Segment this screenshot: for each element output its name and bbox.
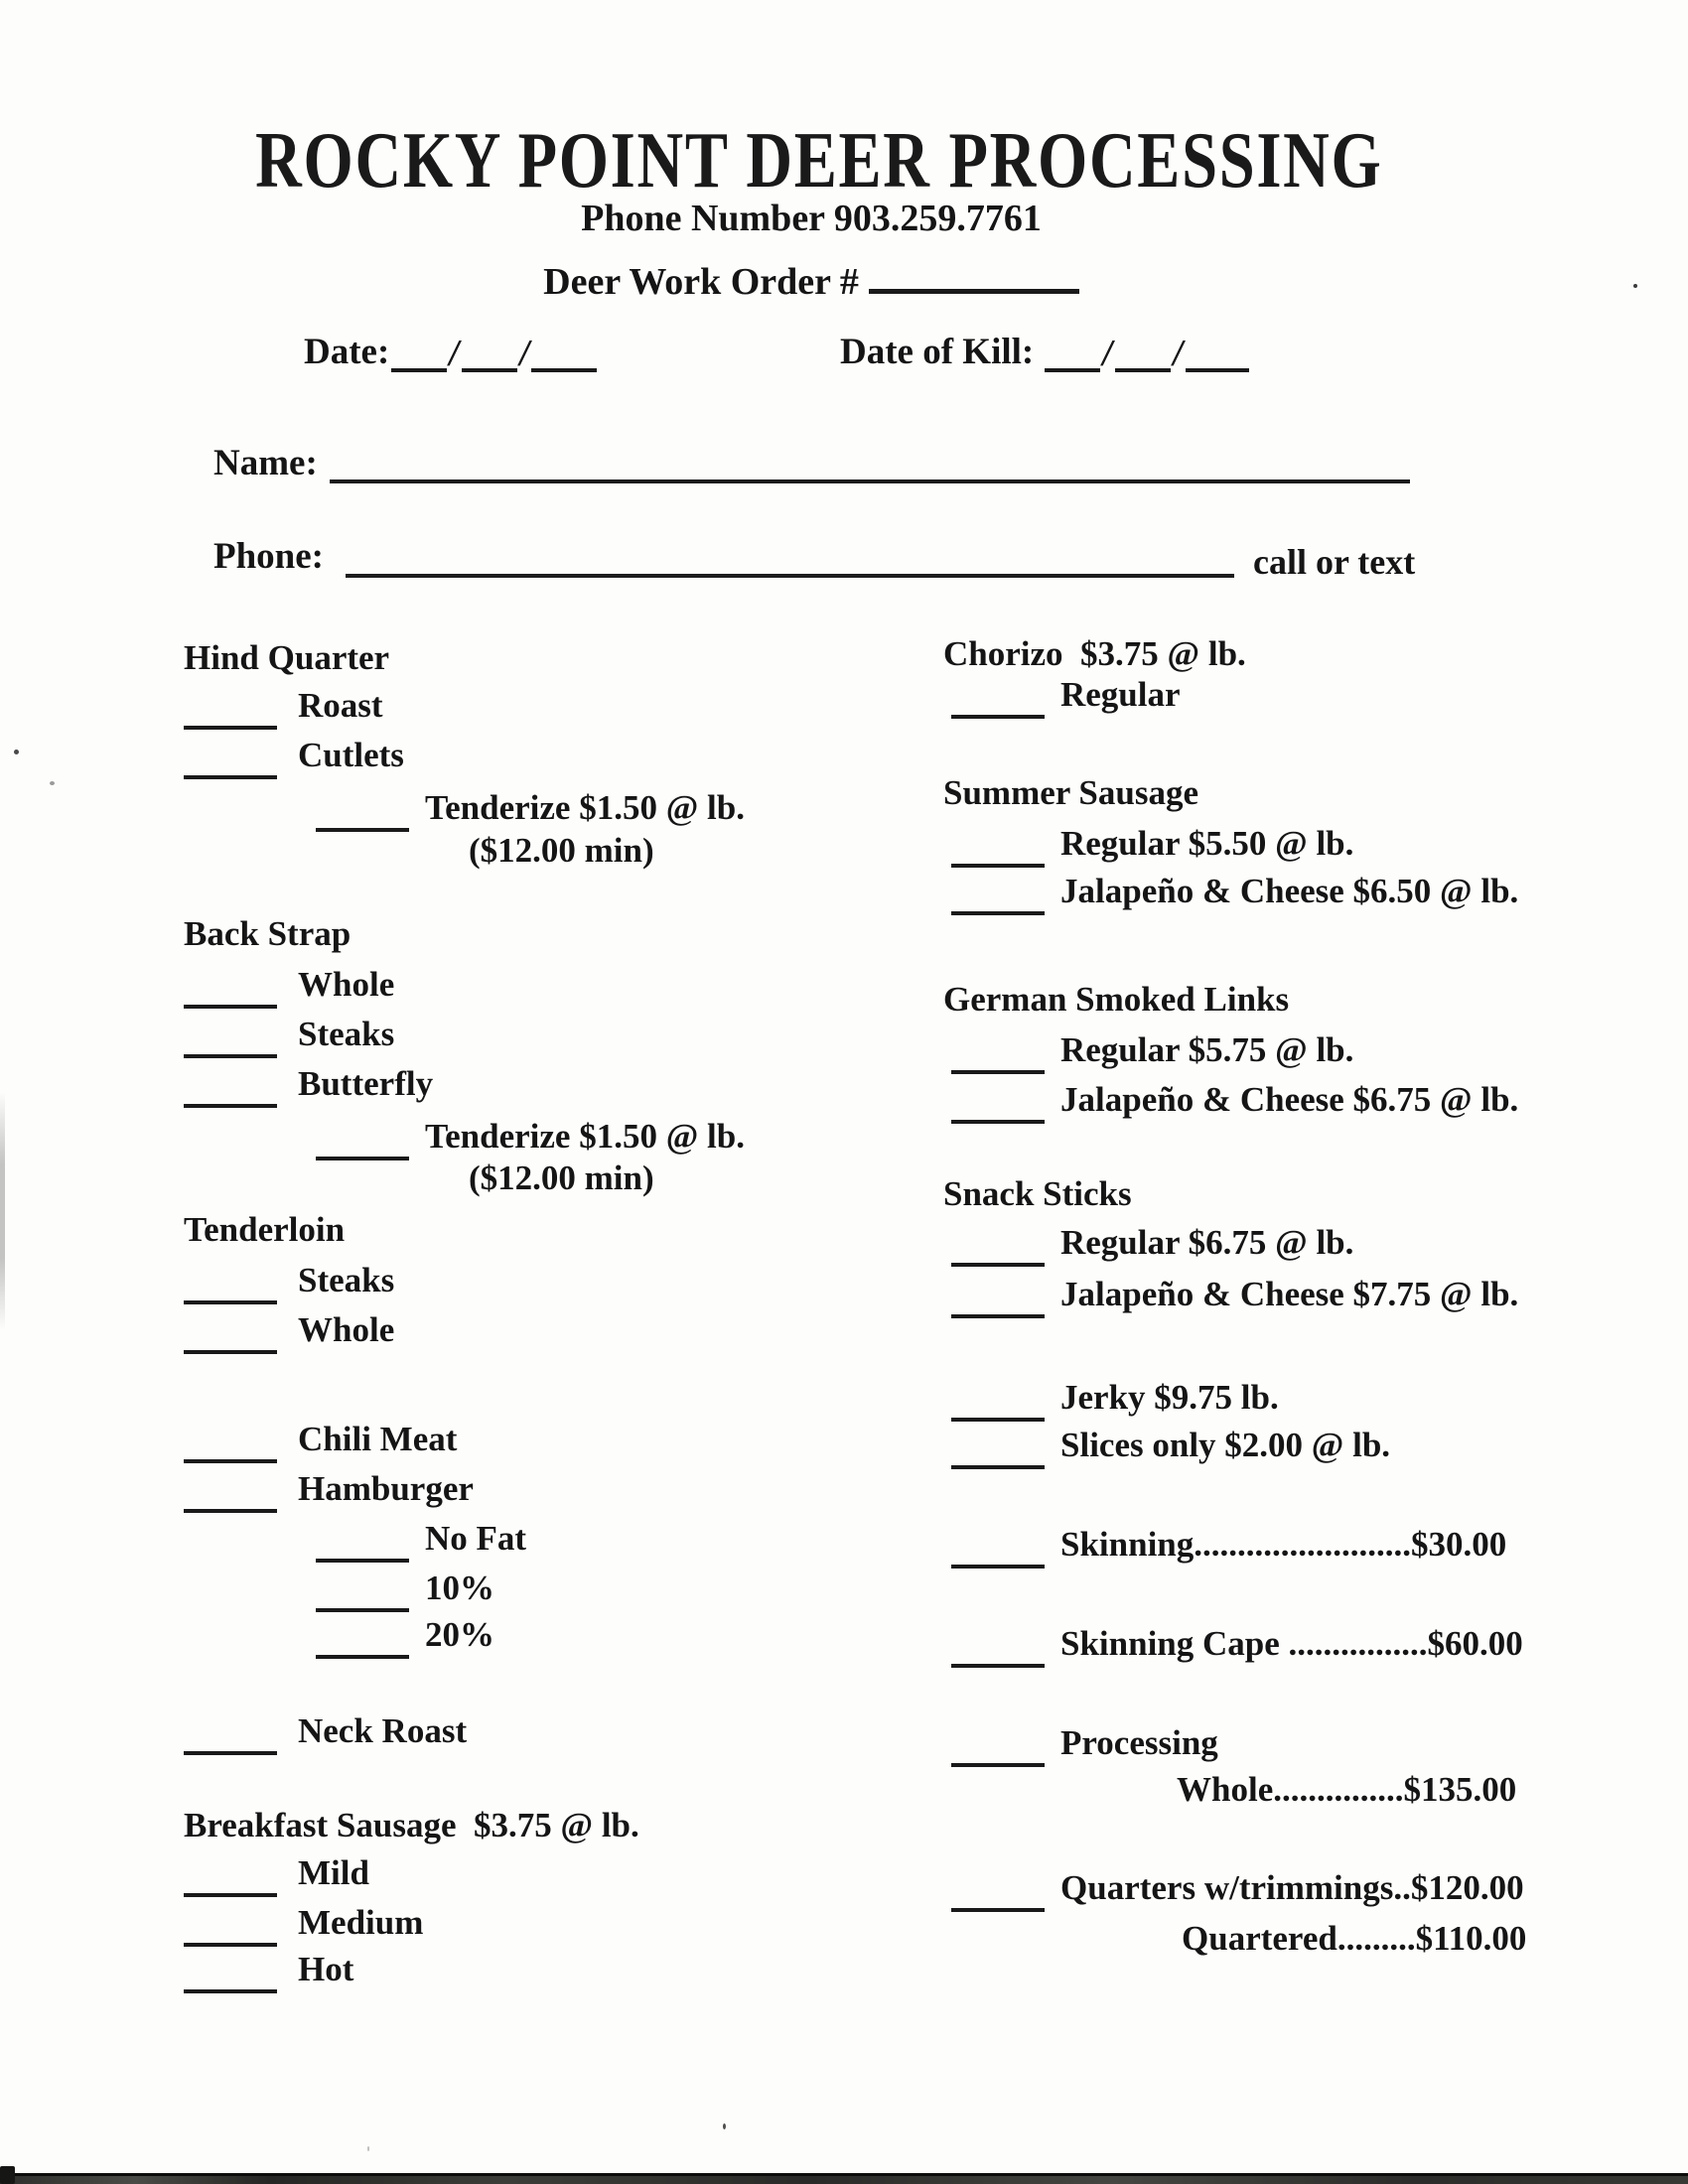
row-bs-whole — [184, 967, 394, 1009]
row-gsl-regular — [951, 1032, 1353, 1074]
phone-row — [213, 538, 333, 579]
chili-meat-blank[interactable] — [184, 1430, 277, 1463]
gsl-jalapeno-cheese-label: Jalapeño & Cheese $6.75 @ lb. — [1060, 1080, 1519, 1119]
bs-whole-blank[interactable] — [184, 975, 277, 1009]
tl-whole-label: Whole — [298, 1310, 395, 1349]
medium-label: Medium — [298, 1903, 424, 1942]
slices-only-blank[interactable] — [951, 1435, 1045, 1469]
scan-speck — [367, 2146, 369, 2151]
hot-label: Hot — [298, 1950, 354, 1988]
bs-tenderize-blank[interactable] — [316, 1127, 409, 1160]
form-title-text: ROCKY POINT DEER PROCESSING — [255, 116, 1383, 205]
date-of-kill-row — [840, 334, 1251, 374]
date-row — [304, 334, 599, 374]
name-label: Name: — [213, 443, 328, 483]
skinning-blank[interactable] — [951, 1535, 1045, 1569]
row-bs-butterfly — [184, 1066, 433, 1108]
row-ss-regular — [951, 826, 1353, 868]
name-row — [213, 445, 327, 485]
row-tl-steaks — [184, 1263, 394, 1304]
kill-month-blank[interactable] — [1045, 363, 1100, 372]
ss-jalapeno-cheese-blank[interactable] — [951, 882, 1045, 915]
row-mild — [184, 1855, 369, 1897]
row-roast — [184, 688, 383, 730]
no-fat-blank[interactable] — [316, 1529, 409, 1563]
mild-label: Mild — [298, 1853, 369, 1892]
medium-blank[interactable] — [184, 1913, 277, 1947]
hamburger-label: Hamburger — [298, 1469, 474, 1508]
jerky-blank[interactable] — [951, 1388, 1045, 1422]
work-order-line — [0, 260, 1622, 304]
hot-blank[interactable] — [184, 1960, 277, 1993]
bs-butterfly-blank[interactable] — [184, 1074, 277, 1108]
10-percent-blank[interactable] — [316, 1578, 409, 1612]
row-skinning-cape — [951, 1626, 1523, 1668]
row-slices-only — [951, 1428, 1390, 1469]
20-percent-blank[interactable] — [316, 1625, 409, 1659]
bs-whole-label: Whole — [298, 965, 395, 1004]
phone-label: Phone: — [213, 536, 334, 577]
kill-year-blank[interactable] — [1186, 363, 1249, 372]
row-hq-tenderize — [316, 790, 745, 832]
date-label: Date: — [304, 332, 390, 372]
quartered-price: Quartered.........$110.00 — [1182, 1919, 1527, 1958]
row-chili-meat — [184, 1422, 457, 1463]
row-chorizo-regular — [951, 677, 1181, 719]
neck-roast-blank[interactable] — [184, 1721, 277, 1755]
cutlets-blank[interactable] — [184, 746, 277, 779]
snack-jalapeno-cheese-label: Jalapeño & Cheese $7.75 @ lb. — [1060, 1275, 1519, 1313]
no-fat-label: No Fat — [425, 1519, 527, 1558]
snack-jalapeno-cheese-blank[interactable] — [951, 1285, 1045, 1318]
scan-corner-mark — [0, 2166, 15, 2184]
20-percent-label: 20% — [425, 1615, 494, 1654]
gsl-jalapeno-cheese-blank[interactable] — [951, 1090, 1045, 1124]
row-gsl-jalapeno-cheese — [951, 1082, 1518, 1124]
tl-steaks-label: Steaks — [298, 1261, 395, 1299]
row-jerky — [951, 1380, 1279, 1422]
skinning-label: Skinning.........................$30.00 — [1060, 1525, 1507, 1564]
date-day-blank[interactable] — [462, 363, 517, 372]
quarters-trimmings-blank[interactable] — [951, 1878, 1045, 1912]
date-slash: / — [446, 333, 463, 374]
quarters-trimmings-label: Quarters w/trimmings..$120.00 — [1060, 1868, 1524, 1907]
slices-only-label: Slices only $2.00 @ lb. — [1060, 1426, 1391, 1464]
bs-steaks-blank[interactable] — [184, 1024, 277, 1058]
row-snack-regular — [951, 1225, 1353, 1267]
row-hamburger — [184, 1471, 474, 1513]
bs-tenderize-label: Tenderize $1.50 @ lb. — [425, 1117, 745, 1156]
scan-speck — [50, 781, 55, 785]
ss-regular-label: Regular $5.50 @ lb. — [1060, 824, 1354, 863]
section-german-smoked-links: German Smoked Links — [943, 980, 1290, 1019]
snack-regular-blank[interactable] — [951, 1233, 1045, 1267]
row-10-percent — [316, 1570, 494, 1612]
call-or-text-note: call or text — [1253, 542, 1416, 582]
jerky-label: Jerky $9.75 lb. — [1060, 1378, 1279, 1417]
hamburger-blank[interactable] — [184, 1479, 277, 1513]
hq-tenderize-blank[interactable] — [316, 798, 409, 832]
row-processing — [951, 1725, 1218, 1767]
ss-regular-blank[interactable] — [951, 834, 1045, 868]
chorizo-regular-label: Regular — [1060, 675, 1181, 714]
gsl-regular-blank[interactable] — [951, 1040, 1045, 1074]
roast-label: Roast — [298, 686, 383, 725]
row-bs-tenderize — [316, 1119, 745, 1160]
scan-speck — [14, 750, 19, 754]
mild-blank[interactable] — [184, 1863, 277, 1897]
processing-blank[interactable] — [951, 1733, 1045, 1767]
row-quarters-trimmings — [951, 1870, 1524, 1912]
section-breakfast-sausage: Breakfast Sausage $3.75 @ lb. — [184, 1806, 639, 1844]
section-chorizo: Chorizo $3.75 @ lb. — [943, 634, 1246, 673]
row-20-percent — [316, 1617, 494, 1659]
section-snack-sticks: Snack Sticks — [943, 1174, 1132, 1213]
tl-whole-blank[interactable] — [184, 1320, 277, 1354]
kill-day-blank[interactable] — [1115, 363, 1171, 372]
row-hot — [184, 1952, 353, 1993]
scan-edge-shadow — [0, 1092, 5, 1330]
tl-steaks-blank[interactable] — [184, 1271, 277, 1304]
ss-jalapeno-cheese-label: Jalapeño & Cheese $6.50 @ lb. — [1060, 872, 1519, 910]
bs-steaks-label: Steaks — [298, 1015, 395, 1053]
snack-regular-label: Regular $6.75 @ lb. — [1060, 1223, 1354, 1262]
neck-roast-label: Neck Roast — [298, 1711, 468, 1750]
chili-meat-label: Chili Meat — [298, 1420, 458, 1458]
scan-bottom-edge-bar — [0, 2173, 1688, 2184]
processing-label: Processing — [1060, 1723, 1218, 1762]
skinning-cape-label: Skinning Cape ................$60.00 — [1060, 1624, 1523, 1663]
roast-blank[interactable] — [184, 696, 277, 730]
hq-minimum-note: ($12.00 min) — [469, 831, 654, 870]
bs-minimum-note: ($12.00 min) — [469, 1159, 654, 1197]
scan-speck — [1633, 284, 1637, 288]
section-summer-sausage: Summer Sausage — [943, 773, 1199, 812]
row-tl-whole — [184, 1312, 394, 1354]
row-bs-steaks — [184, 1017, 394, 1058]
row-ss-jalapeno-cheese — [951, 874, 1518, 915]
kill-slash: / — [1099, 333, 1117, 374]
shop-phone-number: Phone Number 903.259.7761 — [581, 198, 1042, 239]
section-back-strap: Back Strap — [184, 914, 352, 953]
row-skinning — [951, 1527, 1506, 1569]
work-order-number-blank[interactable] — [869, 283, 1079, 294]
date-slash: / — [516, 333, 533, 374]
row-no-fat — [316, 1521, 526, 1563]
date-of-kill-label: Date of Kill: — [840, 332, 1044, 372]
10-percent-label: 10% — [425, 1569, 494, 1607]
chorizo-regular-blank[interactable] — [951, 685, 1045, 719]
section-tenderloin: Tenderloin — [184, 1210, 346, 1249]
bs-butterfly-label: Butterfly — [298, 1064, 434, 1103]
cutlets-label: Cutlets — [298, 736, 404, 774]
gsl-regular-label: Regular $5.75 @ lb. — [1060, 1030, 1354, 1069]
scan-speck — [723, 2123, 726, 2129]
date-year-blank[interactable] — [531, 363, 597, 372]
work-order-label: Deer Work Order # — [543, 261, 859, 303]
row-snack-jalapeno-cheese — [951, 1277, 1518, 1318]
row-medium — [184, 1905, 423, 1947]
row-neck-roast — [184, 1713, 467, 1755]
skinning-cape-blank[interactable] — [951, 1634, 1045, 1668]
hq-tenderize-label: Tenderize $1.50 @ lb. — [425, 788, 745, 827]
phone-blank[interactable] — [346, 574, 1234, 578]
section-hind-quarter: Hind Quarter — [184, 638, 390, 677]
date-month-blank[interactable] — [391, 363, 447, 372]
processing-whole-price: Whole...............$135.00 — [1177, 1770, 1517, 1809]
row-cutlets — [184, 738, 404, 779]
kill-slash: / — [1170, 333, 1187, 374]
name-blank[interactable] — [330, 479, 1410, 483]
